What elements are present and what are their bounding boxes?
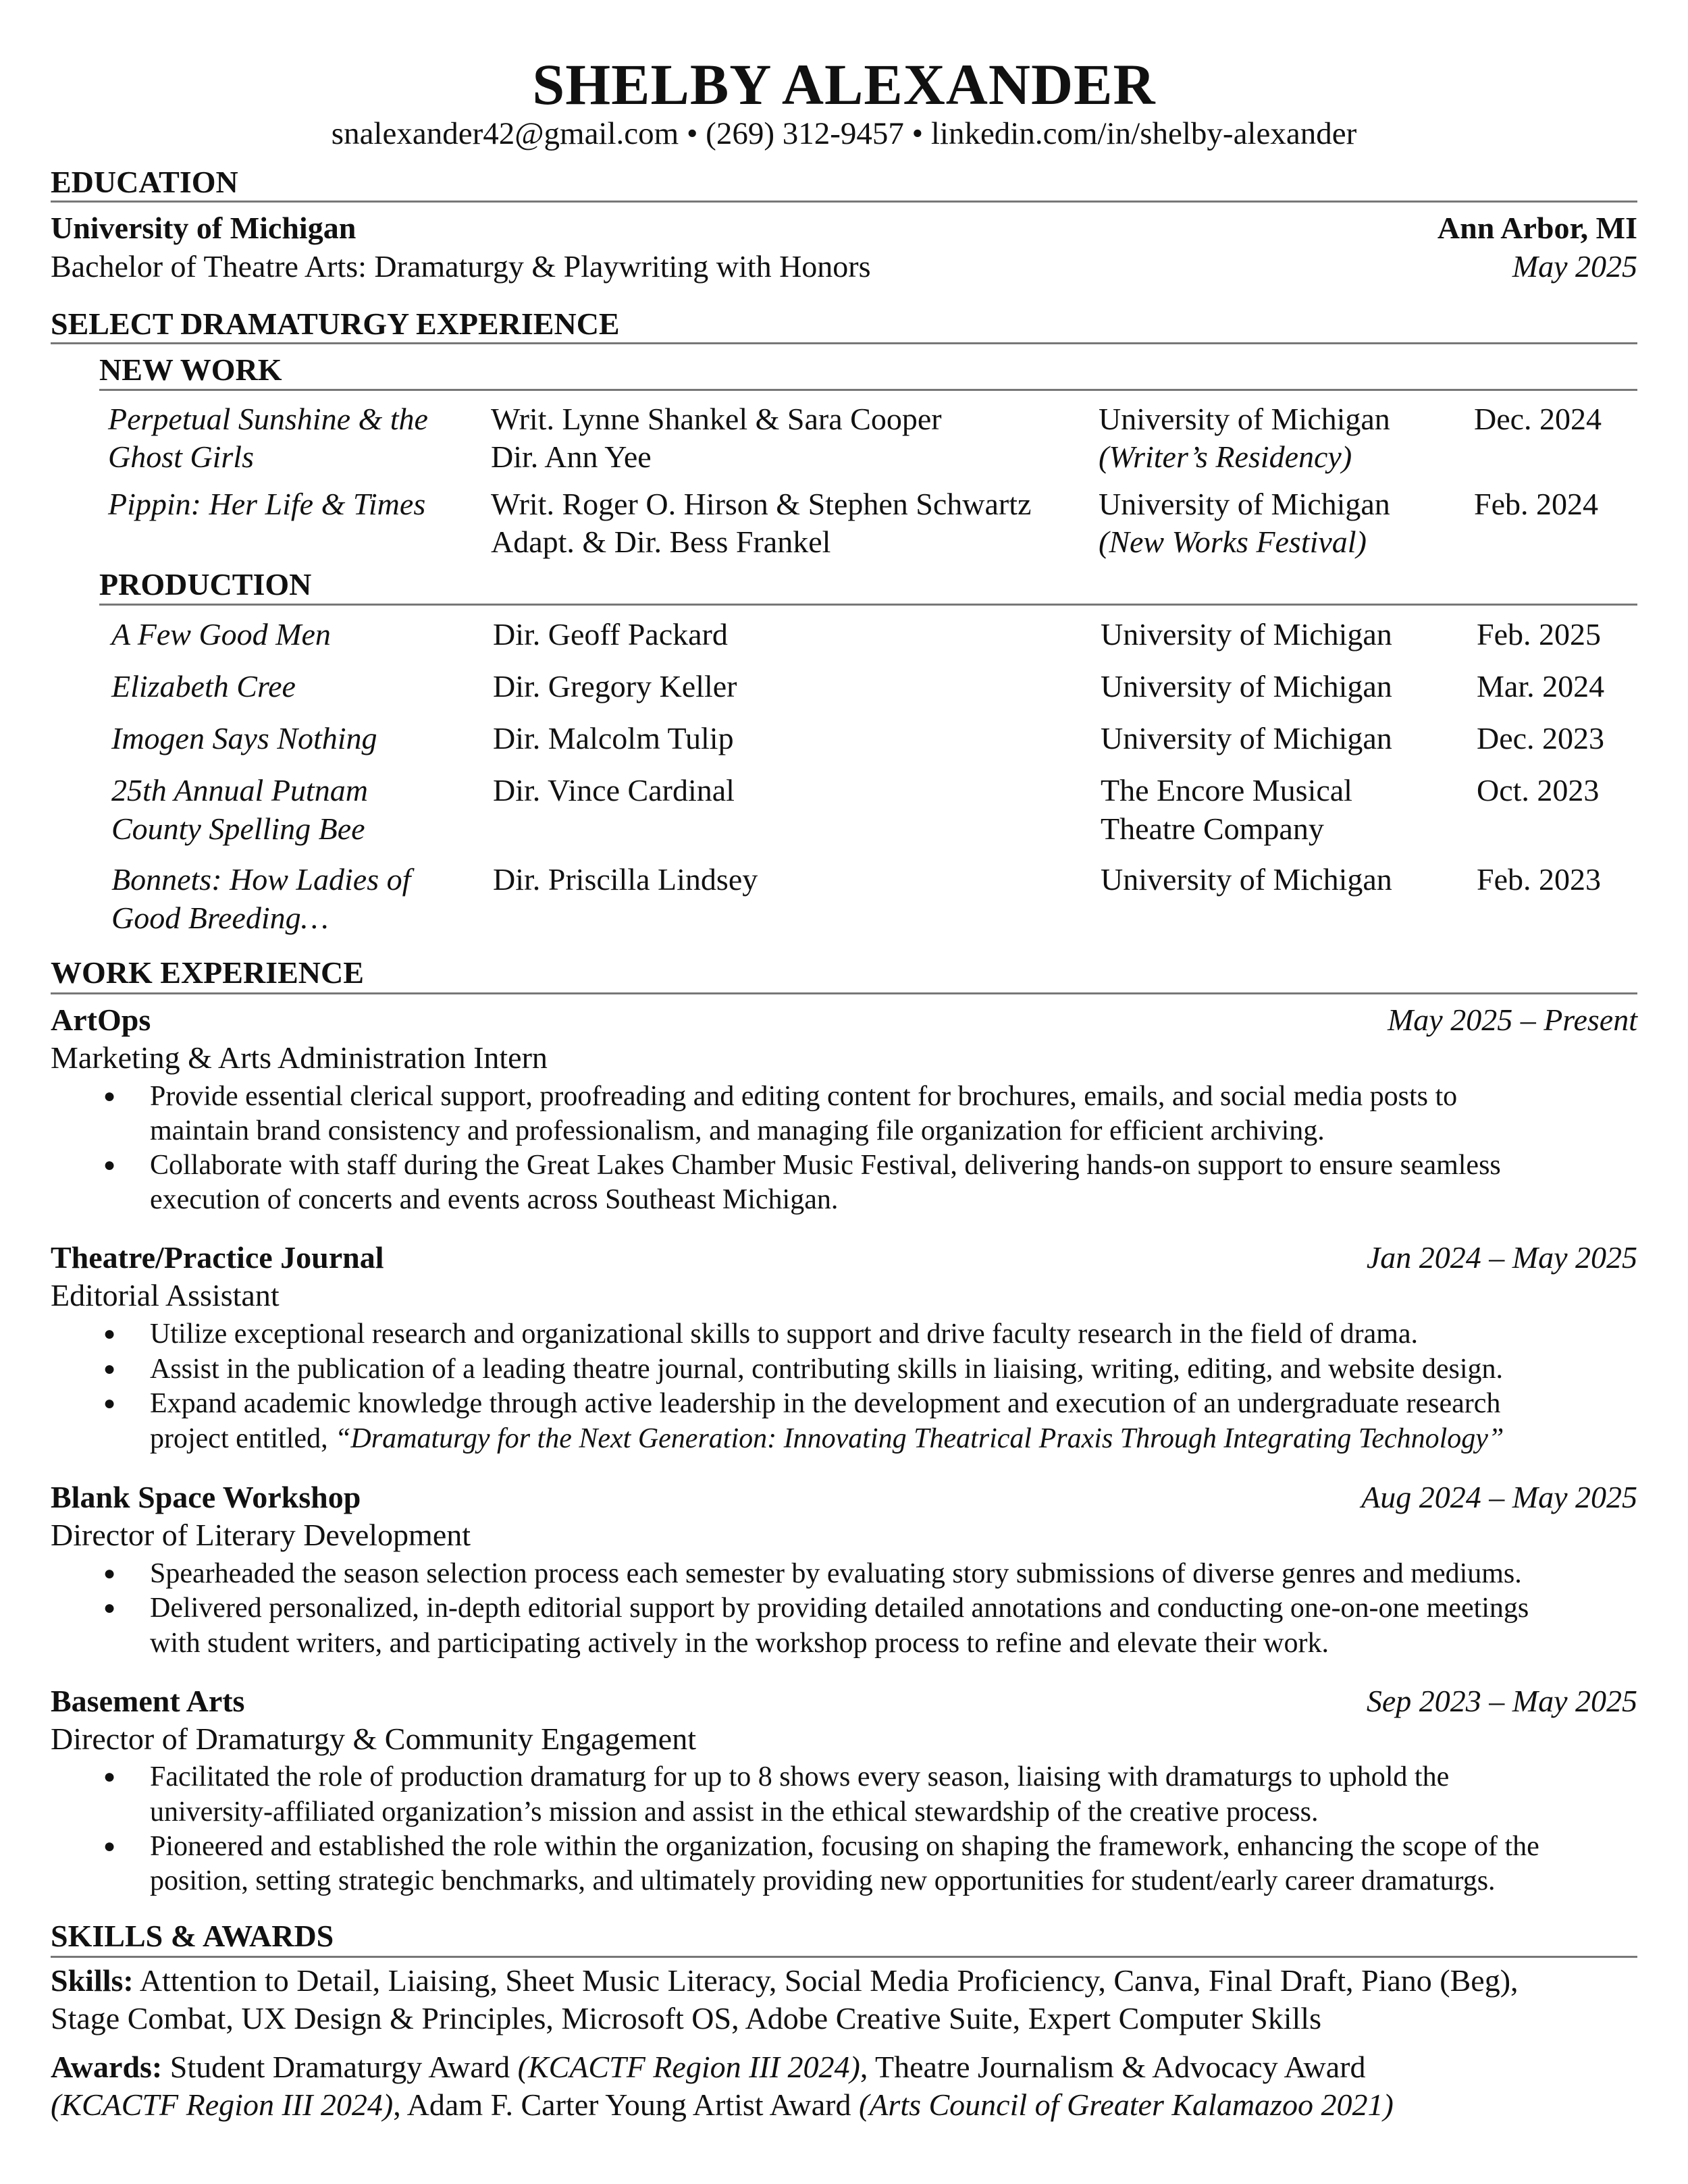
show-venue: The Encore Musical <box>1101 773 1352 807</box>
show-date: Dec. 2024 <box>1474 402 1602 436</box>
job-org: Basement Arts <box>51 1684 245 1718</box>
section-rule <box>51 342 1637 344</box>
show-credit: Adapt. & Dir. Bess Frankel <box>491 525 831 559</box>
job-role: Director of Dramaturgy & Community Engagement <box>51 1722 696 1756</box>
show-title: Ghost Girls <box>108 440 254 474</box>
bullet-text: Provide essential clerical support, proofreading and editing content for brochures, emails, and social media posts to <box>150 1081 1458 1112</box>
production-heading: PRODUCTION <box>99 567 312 602</box>
show-credit: Writ. Roger O. Hirson & Stephen Schwartz <box>491 487 1032 521</box>
show-date: Dec. 2023 <box>1477 721 1605 755</box>
show-venue-note: (New Works Festival) <box>1099 525 1367 559</box>
bullet-dot: ● <box>103 1323 116 1345</box>
bullet-text: Collaborate with staff during the Great Lakes Chamber Music Festival, delivering hands-on support to ensure seamless <box>150 1150 1501 1181</box>
awards-label: Awards: <box>51 2050 163 2084</box>
show-venue: University of Michigan <box>1101 617 1392 651</box>
section-rule <box>51 201 1637 203</box>
bullet-text-plain: project entitled, <box>150 1423 336 1454</box>
bullet-text: Pioneered and established the role within the organization, focusing on shaping the framework, enhancing the scope of the <box>150 1831 1539 1862</box>
graduation-date: May 2025 <box>1512 249 1637 284</box>
show-title: Good Breeding… <box>111 901 329 935</box>
bullet-dot: ● <box>103 1835 116 1857</box>
bullet-dot: ● <box>103 1392 116 1414</box>
show-date: Mar. 2024 <box>1477 669 1605 703</box>
award-name: , Adam F. Carter Young Artist Award <box>393 2087 851 2122</box>
school-location: Ann Arbor, MI <box>1437 211 1637 245</box>
subsection-rule <box>99 389 1637 391</box>
bullet-text: Utilize exceptional research and organizational skills to support and drive faculty research in the field of drama. <box>150 1319 1419 1350</box>
bullet-dot: ● <box>103 1085 116 1107</box>
show-venue: University of Michigan <box>1099 402 1390 436</box>
skills-label: Skills: <box>51 1963 134 1998</box>
bullet-text: Delivered personalized, in-depth editorial support by providing detailed annotations and conducting one-on-one meetings <box>150 1593 1529 1624</box>
award-org: (Arts Council of Greater Kalamazoo 2021) <box>859 2087 1394 2122</box>
show-director: Dir. Geoff Packard <box>493 617 728 651</box>
job-dates: May 2025 – Present <box>1387 1003 1637 1037</box>
show-title: Perpetual Sunshine & the <box>108 402 428 436</box>
section-rule <box>51 1956 1637 1958</box>
show-venue: University of Michigan <box>1101 669 1392 703</box>
show-venue-note: (Writer’s Residency) <box>1099 440 1352 474</box>
show-director: Dir. Priscilla Lindsey <box>493 862 758 897</box>
bullet-dot: ● <box>103 1765 116 1788</box>
degree: Bachelor of Theatre Arts: Dramaturgy & Playwriting with Honors <box>51 249 871 284</box>
show-director: Dir. Malcolm Tulip <box>493 721 734 755</box>
bullet-text: with student writers, and participating actively in the workshop process to refine and elevate their work. <box>150 1628 1329 1659</box>
bullet-dot: ● <box>103 1597 116 1619</box>
show-title: Elizabeth Cree <box>111 669 296 703</box>
show-venue: University of Michigan <box>1099 487 1390 521</box>
awards-line-continued <box>51 2087 1394 2123</box>
show-director: Dir. Vince Cardinal <box>493 773 735 807</box>
job-role: Director of Literary Development <box>51 1518 471 1552</box>
work-heading: WORK EXPERIENCE <box>51 955 364 990</box>
awards-line <box>51 2049 1366 2085</box>
show-director: Dir. Gregory Keller <box>493 669 737 703</box>
education-heading: EDUCATION <box>51 165 238 199</box>
bullet-text: Facilitated the role of production dramaturg for up to 8 shows every season, liaising with dramaturgs to uphold the <box>150 1761 1450 1792</box>
show-title: 25th Annual Putnam <box>111 773 368 807</box>
show-date: Feb. 2024 <box>1474 487 1598 521</box>
subsection-rule <box>99 604 1637 606</box>
job-org: ArtOps <box>51 1003 151 1037</box>
show-title: A Few Good Men <box>111 617 331 651</box>
bullet-text: execution of concerts and events across Southeast Michigan. <box>150 1184 839 1215</box>
skills-list: Attention to Detail, Liaising, Sheet Music Literacy, Social Media Proficiency, Canva, Final Draft, Piano (Beg), <box>139 1963 1519 1998</box>
show-venue: Theatre Company <box>1101 811 1324 846</box>
job-dates: Jan 2024 – May 2025 <box>1366 1240 1637 1275</box>
bullet-dot: ● <box>103 1562 116 1584</box>
skills-heading: SKILLS & AWARDS <box>51 1919 334 1953</box>
bullet-text: maintain brand consistency and professionalism, and managing file organization for efficient archiving. <box>150 1115 1325 1146</box>
show-title: Bonnets: How Ladies of <box>111 862 411 897</box>
award-name: Student Dramaturgy Award <box>169 2050 510 2084</box>
show-credit: Dir. Ann Yee <box>491 440 652 474</box>
show-date: Oct. 2023 <box>1477 773 1600 807</box>
bullet-text <box>150 1421 1504 1456</box>
show-date: Feb. 2025 <box>1477 617 1601 651</box>
job-role: Editorial Assistant <box>51 1278 280 1312</box>
dramaturgy-heading: SELECT DRAMATURGY EXPERIENCE <box>51 307 620 341</box>
bullet-text: Spearheaded the season selection process each semester by evaluating story submissions of diverse genres and mediums. <box>150 1558 1522 1589</box>
show-title: Imogen Says Nothing <box>111 721 377 755</box>
skills-list-continued: Stage Combat, UX Design & Principles, Microsoft OS, Adobe Creative Suite, Expert Computer Skills <box>51 2001 1321 2035</box>
bullet-text: Expand academic knowledge through active leadership in the development and execution of an undergraduate research <box>150 1388 1501 1419</box>
new-work-heading: NEW WORK <box>99 352 282 387</box>
contact-line: snalexander42@gmail.com • (269) 312-9457 • linkedin.com/in/shelby-alexander <box>331 116 1357 151</box>
skills-line <box>51 1963 1519 1999</box>
show-date: Feb. 2023 <box>1477 862 1601 897</box>
bullet-text: Assist in the publication of a leading theatre journal, contributing skills in liaising, writing, editing, and website design. <box>150 1354 1504 1385</box>
show-title: Pippin: Her Life & Times <box>108 487 426 521</box>
school-name: University of Michigan <box>51 211 357 245</box>
bullet-dot: ● <box>103 1358 116 1380</box>
bullet-text: position, setting strategic benchmarks, and ultimately providing new opportunities for student/early career dramaturgs. <box>150 1865 1496 1896</box>
bullet-text: university-affiliated organization’s mission and assist in the ethical stewardship of the creative process. <box>150 1796 1319 1828</box>
show-title: County Spelling Bee <box>111 811 365 846</box>
job-dates: Sep 2023 – May 2025 <box>1366 1684 1637 1718</box>
award-org: (KCACTF Region III 2024) <box>517 2050 860 2084</box>
job-org: Theatre/Practice Journal <box>51 1240 384 1275</box>
job-role: Marketing & Arts Administration Intern <box>51 1040 548 1075</box>
award-org: (KCACTF Region III 2024) <box>51 2087 394 2122</box>
show-credit: Writ. Lynne Shankel & Sara Cooper <box>491 402 942 436</box>
job-org: Blank Space Workshop <box>51 1480 361 1514</box>
bullet-dot: ● <box>103 1154 116 1176</box>
award-name: , Theatre Journalism & Advocacy Award <box>860 2050 1366 2084</box>
show-venue: University of Michigan <box>1101 862 1392 897</box>
show-venue: University of Michigan <box>1101 721 1392 755</box>
project-title: “Dramaturgy for the Next Generation: Innovating Theatrical Praxis Through Integrating Technology” <box>335 1423 1504 1454</box>
resume-name: SHELBY ALEXANDER <box>532 52 1156 117</box>
section-rule <box>51 992 1637 994</box>
job-dates: Aug 2024 – May 2025 <box>1361 1480 1637 1514</box>
